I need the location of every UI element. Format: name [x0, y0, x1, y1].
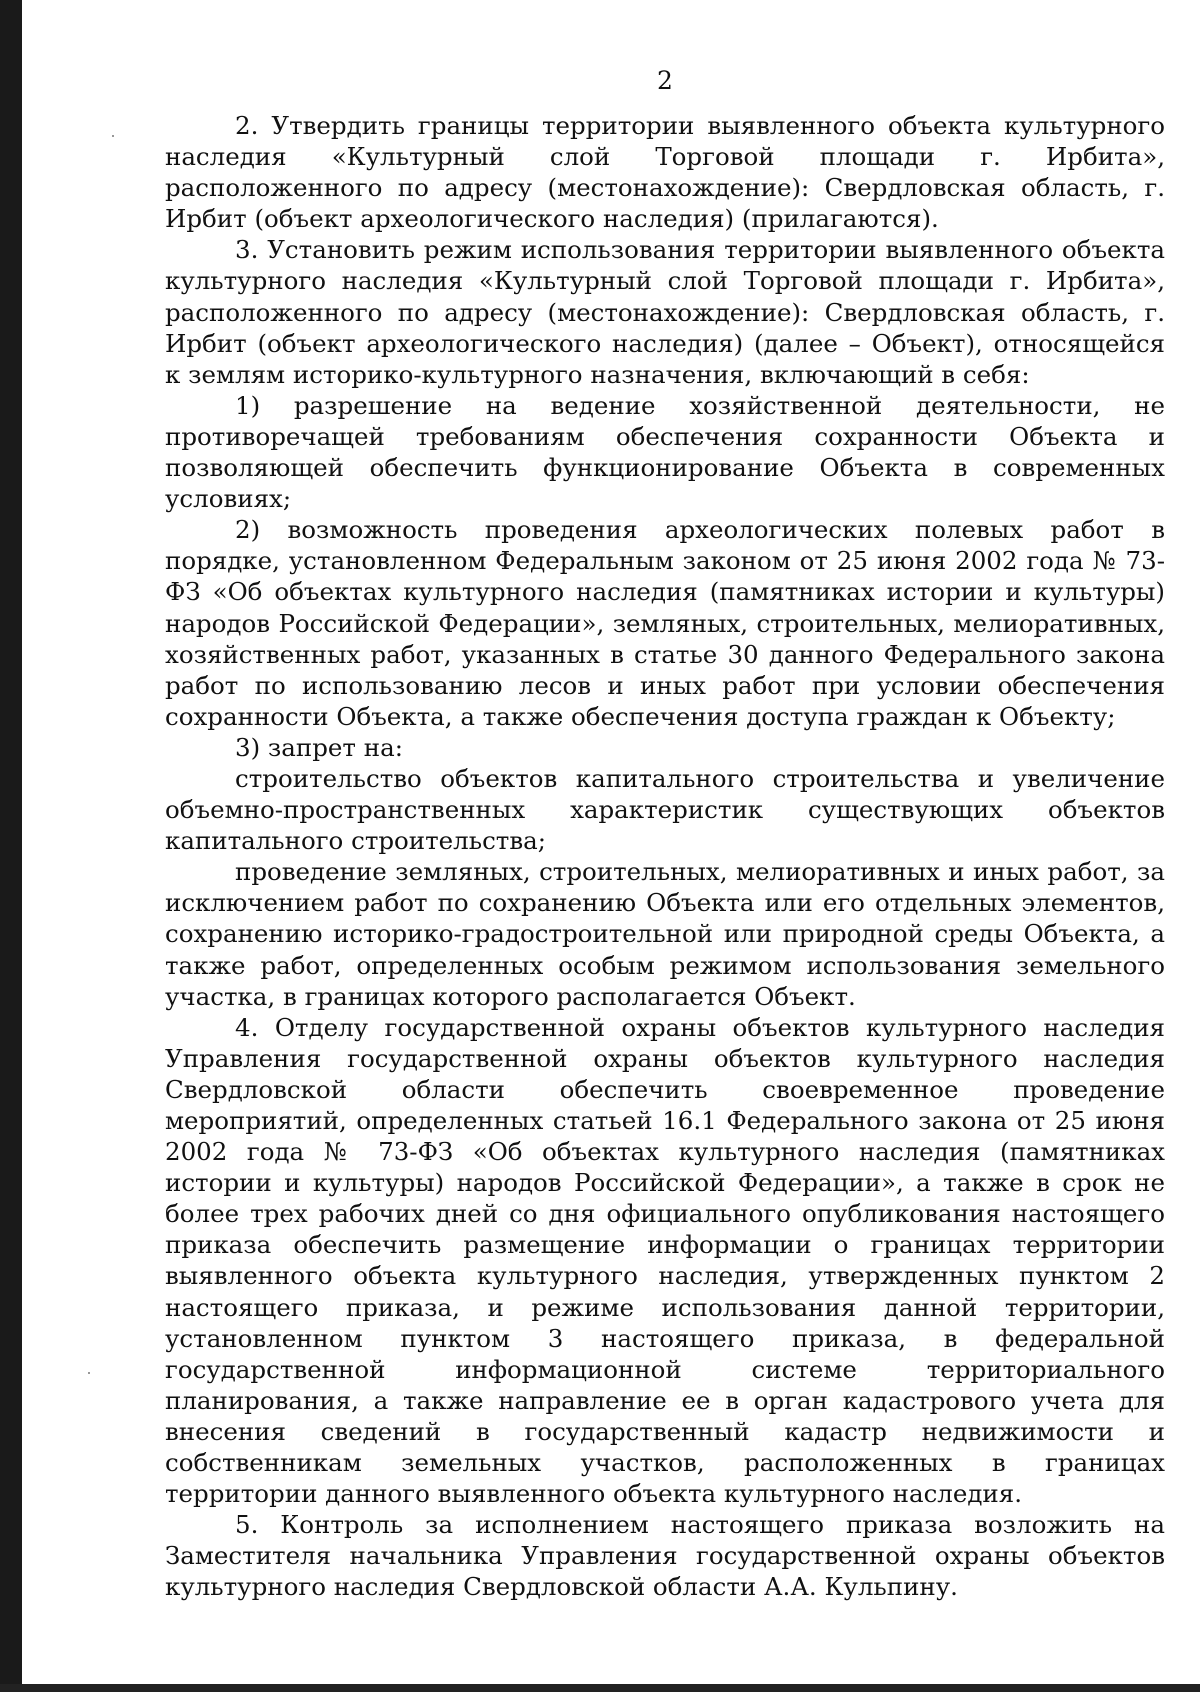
paragraph-subitem-3-prohibition: 3) запрет на:: [235, 732, 403, 762]
paragraph-prohibition-construction: строительство объектов капитального строительства и увеличение объемно-пространственных характеристик существующих объектов капитального строительства;: [165, 763, 1165, 856]
scan-edge-left: [0, 0, 22, 1692]
scan-speck: [88, 1372, 90, 1374]
paragraph-subitem-1-permission: 1) разрешение на ведение хозяйственной деятельности, не противоречащей требованиям обеспечения сохранности Объекта и позволяющей обеспечить функционирование Объекта в современных условиях;: [165, 390, 1165, 514]
scan-speck: [112, 135, 114, 137]
page-number: 2: [657, 66, 673, 95]
paragraph-item-4-department: 4. Отделу государственной охраны объектов культурного наследия Управления государственной охраны объектов культурного наследия Свердловской области обеспечить своевременное проведение мероприятий, определенных статьей 16.1 Федерального закона от 25 июня 2002 года № 73-ФЗ «Об объектах культурного наследия (памятниках истории и культуры) народов Российской Федерации», а также в срок не более трех рабочих дней со дня официального опубликования настоящего приказа обеспечить размещение информации о границах территории выявленного объекта культурного наследия, утвержденных пунктом 2 настоящего приказа, и режиме использования данной территории, установленном пунктом 3 настоящего приказа, в федеральной государственной информационной системе территориального планирования, а также направление ее в орган кадастрового учета для внесения сведений в государственный кадастр недвижимости и собственникам земельных участков, расположенных в границах территории данного выявленного объекта культурного наследия.: [165, 1012, 1165, 1509]
document-body: [165, 110, 1165, 1603]
paragraph-prohibition-works: проведение земляных, строительных, мелиоративных и иных работ, за исключением работ по сохранению Объекта или его отдельных элементов, сохранению историко-градостроительной или природной среды Объекта, а также работ, определенных особым режимом использования земельного участка, в границах которого располагается Объект.: [165, 857, 1165, 1011]
scan-edge-bottom: [0, 1684, 1200, 1692]
paragraph-subitem-2-possibility: 2) возможность проведения археологических полевых работ в порядке, установленном Федеральным законом от 25 июня 2002 года № 73-ФЗ «Об объектах культурного наследия (памятниках истории и культуры) народов Российской Федерации», земляных, строительных, мелиоративных, хозяйственных работ, указанных в статье 30 данного Федерального закона работ по использованию лесов и иных работ при условии обеспечения сохранности Объекта, а также обеспечения доступа граждан к Объекту;: [165, 515, 1165, 731]
paragraph-item-5-control: 5. Контроль за исполнением настоящего приказа возложить на Заместителя начальника Управления государственной охраны объектов культурного наследия Свердловской области А.А. Кульпину.: [165, 1510, 1165, 1602]
paragraph-item-2-boundaries: 2. Утвердить границы территории выявленного объекта культурного наследия «Культурный слой Торговой площади г. Ирбита», расположенного по адресу (местонахождение): Свердловская область, г. Ирбит (объект археологического наследия) (прилагаются).: [165, 111, 1165, 234]
paragraph-item-3-regime: 3. Установить режим использования территории выявленного объекта культурного наследия «Культурный слой Торговой площади г. Ирбита», расположенного по адресу (местонахождение): Свердловская область, г. Ирбит (объект археологического наследия) (далее – Объект), относящейся к землям историко-культурного назначения, включающий в себя:: [165, 235, 1165, 389]
